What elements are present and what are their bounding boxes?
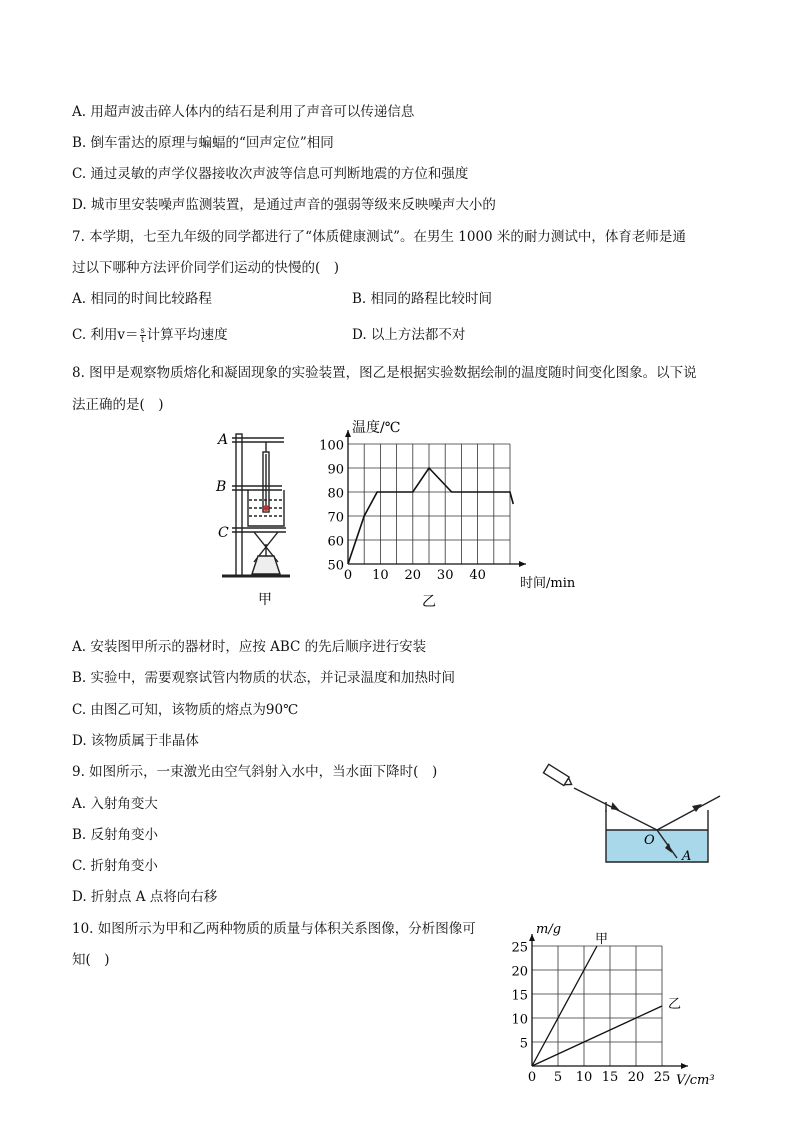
apparatus-figure xyxy=(208,424,298,614)
chart-grid xyxy=(348,444,510,564)
x-tick-label: 25 xyxy=(653,1070,671,1085)
reflected-ray xyxy=(657,796,720,830)
q7-stem-line1: 7. 本学期，七至九年级的同学都进行了“体质健康测试”。在男生 1000 米的耐力测试中，体育老师是通 xyxy=(72,229,686,245)
x-tick-label: 0 xyxy=(527,1070,537,1085)
fig-jia-label: 甲 xyxy=(258,592,272,608)
y-axis-label: 温度/℃ xyxy=(352,420,401,436)
x-tick-label: 5 xyxy=(553,1070,563,1085)
y-axis-arrow-icon xyxy=(345,430,351,437)
q8-option-b: B. 实验中，需要观察试管内物质的状态，并记录温度和加热时间 xyxy=(72,670,456,686)
mass-volume-chart xyxy=(500,918,730,1090)
y-tick-label: 25 xyxy=(511,940,528,956)
q7-option-d: D. 以上方法都不对 xyxy=(352,327,466,343)
x-axis-arrow-icon xyxy=(681,1063,688,1069)
q9-stem: 9. 如图所示，一束激光由空气斜射入水中，当水面下降时( ) xyxy=(72,764,438,780)
q9-option-b: B. 反射角变小 xyxy=(72,827,159,843)
q10-stem-line1: 10. 如图所示为甲和乙两种物质的质量与体积关系图像，分析图像可 xyxy=(72,921,476,937)
y-tick-label: 10 xyxy=(511,1012,528,1028)
series-yi-label: 乙 xyxy=(668,997,682,1012)
x-axis-label: V/cm³ xyxy=(676,1073,715,1088)
q7-option-c-suffix: 计算平均速度 xyxy=(146,327,228,343)
label-a: A xyxy=(218,432,229,448)
formula-denominator: t xyxy=(141,335,145,344)
water xyxy=(606,830,708,862)
formula-numerator: s xyxy=(140,326,145,335)
q7-option-c-prefix: C. 利用v＝ xyxy=(72,327,139,343)
label-b: B xyxy=(216,479,227,495)
chart-ticks xyxy=(319,439,486,584)
x-axis-label: 时间/min xyxy=(520,576,576,591)
point-o-label: O xyxy=(644,833,655,848)
x-tick-label: 40 xyxy=(469,568,486,583)
y-tick-label: 60 xyxy=(327,534,344,550)
q8-option-a: A. 安装图甲所示的器材时，应按 ABC 的先后顺序进行安装 xyxy=(72,639,427,655)
q10-stem-line2: 知( ) xyxy=(72,952,110,968)
q7-option-c xyxy=(72,326,228,344)
speed-formula-fraction xyxy=(140,327,146,344)
x-tick-label: 20 xyxy=(627,1070,645,1085)
q6-option-a: A. 用超声波击碎人体内的结石是利用了声音可以传递信息 xyxy=(72,104,415,120)
x-axis-arrow-icon xyxy=(519,561,526,567)
x-tick-label: 10 xyxy=(575,1070,593,1085)
laser-pen-icon xyxy=(543,764,574,788)
temperature-time-chart xyxy=(310,414,600,614)
laser-refraction-figure xyxy=(540,760,730,872)
y-tick-label: 5 xyxy=(519,1036,528,1052)
q7-option-b: B. 相同的路程比较时间 xyxy=(352,291,493,307)
x-tick-label: 10 xyxy=(372,568,389,583)
q9-option-d: D. 折射点 A 点将向右移 xyxy=(72,889,218,905)
y-axis-label: m/g xyxy=(536,922,562,937)
x-tick-label: 0 xyxy=(343,568,353,583)
x-tick-label: 20 xyxy=(404,568,422,583)
label-c: C xyxy=(218,525,229,541)
chart-series xyxy=(532,946,662,1066)
q8-option-c: C. 由图乙可知，该物质的熔点为90℃ xyxy=(72,702,299,718)
fig-yi-label: 乙 xyxy=(422,594,436,610)
q8-stem-line1: 8. 图甲是观察物质熔化和凝固现象的实验装置，图乙是根据实验数据绘制的温度随时间变化图象。以下说 xyxy=(72,365,697,381)
point-a-label: A xyxy=(682,849,692,864)
chart-axes xyxy=(529,934,688,1069)
series-line-2 xyxy=(532,1006,662,1066)
y-tick-label: 100 xyxy=(319,438,344,454)
y-axis-arrow-icon xyxy=(529,934,535,941)
q7-stem-line2: 过以下哪种方法评价同学们运动的快慢的( ) xyxy=(72,260,340,276)
q6-option-c: C. 通过灵敏的声学仪器接收次声波等信息可判断地震的方位和强度 xyxy=(72,166,469,182)
y-tick-label: 90 xyxy=(327,462,344,478)
y-tick-label: 15 xyxy=(511,988,528,1004)
q6-option-b: B. 倒车雷达的原理与蝙蝠的“回声定位”相同 xyxy=(72,135,334,151)
chart-grid xyxy=(532,946,662,1066)
x-tick-label: 30 xyxy=(436,568,454,583)
y-tick-label: 70 xyxy=(327,510,344,526)
y-tick-label: 20 xyxy=(511,964,528,980)
y-tick-label: 50 xyxy=(327,558,344,574)
q8-stem-line2: 法正确的是( ) xyxy=(72,397,164,413)
x-tick-label: 15 xyxy=(601,1070,619,1085)
series-jia-label: 甲 xyxy=(595,932,609,947)
q9-option-a: A. 入射角变大 xyxy=(72,796,158,812)
series-line-1 xyxy=(532,946,597,1066)
q8-option-d: D. 该物质属于非晶体 xyxy=(72,733,199,749)
q9-option-c: C. 折射角变小 xyxy=(72,858,158,874)
chart-axes xyxy=(345,430,526,567)
q7-option-a: A. 相同的时间比较路程 xyxy=(72,291,212,307)
q6-option-d: D. 城市里安装噪声监测装置，是通过声音的强弱等级来反映噪声大小的 xyxy=(72,197,496,213)
y-tick-label: 80 xyxy=(327,486,344,502)
